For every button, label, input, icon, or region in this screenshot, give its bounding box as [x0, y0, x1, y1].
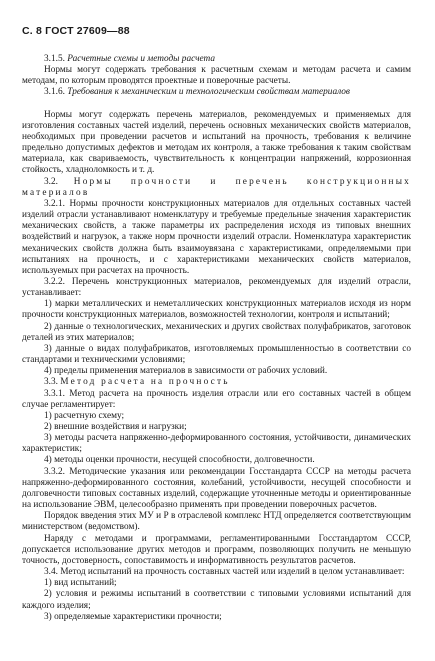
page-header: С. 8 ГОСТ 27609—88 — [22, 25, 130, 37]
paragraph — [22, 322, 411, 344]
paragraph-text: 3.1.6. — [44, 87, 68, 98]
paragraph-text: 3.2.1. Нормы прочности конструкционных материалов для отдельных составных частей изделий отрасли устанавливают номенклатуру и требуемые предельные значения характеристик механических свойств, а также параметры их распределения исходя из типовых внешних воздействий и нагрузок, а также норм прочности изделий отрасли. Номенклатура характеристик механических свойств должна быть взаимоувязана с характеристиками, определяемыми при испытаниях на прочность, и с характеристиками механических свойств материалов, используемых при расчетах на прочность. — [22, 198, 411, 276]
paragraph — [22, 299, 411, 321]
paragraph-text: Расчетные схемы и методы расчета — [67, 54, 216, 64]
paragraph-text: 1) вид испытаний; — [44, 578, 117, 589]
paragraph-text: 3.3. — [44, 377, 61, 388]
paragraph-text: 1) марки металлических и неметаллических конструкционных материалов исходя из норм прочности конструкционных материалов, возможностей технологии, контроля и испытаний; — [22, 299, 411, 321]
document-body — [22, 54, 411, 623]
paragraph — [22, 433, 411, 455]
paragraph — [22, 366, 411, 377]
paragraph-text: 3.3.2. Методические указания или рекомендации Госстандарта СССР на методы расчета напряженно-деформированного состояния, колебаний, устойчивости, несущей способности и долговечности типовых составных изделий, содержащие уточненные методы и ориентированные на использование ЭВМ, целесообразно применять при проведении поверочных расчетов. — [22, 466, 411, 511]
paragraph — [22, 389, 411, 411]
paragraph-text: 2) условия и режимы испытаний в соответствии с типовыми условиями испытаний для каждого изделия; — [22, 589, 411, 611]
paragraph-text: 3.2. — [44, 176, 74, 187]
paragraph — [22, 578, 411, 589]
paragraph — [22, 612, 411, 623]
paragraph-text: 3.2.2. Перечень конструкционных материалов, рекомендуемых для изделий отрасли, устанавливает: — [22, 276, 411, 299]
paragraph — [22, 455, 411, 466]
paragraph-text: 1) расчетную схему; — [44, 410, 125, 421]
paragraph-text: 3) данные о видах полуфабрикатов, изготовляемых промышленностью в соответствии со стандартами и техническими условиями; — [22, 343, 411, 366]
paragraph — [22, 344, 411, 366]
paragraph-text: 3) методы расчета напряженно-деформированного состояния, устойчивости, динамических характеристик; — [22, 433, 411, 455]
paragraph-text: Нормы прочности и перечень конструкционных материалов — [22, 176, 411, 198]
paragraph-text: 3.4. Метод испытаний на прочность составных частей или изделий в целом устанавливает: — [44, 567, 405, 578]
paragraph — [22, 65, 411, 87]
paragraph-text: 3.3.1. Метод расчета на прочность изделия отрасли или его составных частей в общем случае регламентирует: — [22, 388, 411, 410]
paragraph-text: Нормы могут содержать требования к расчетным схемам и методам расчета и самим методам, по которым проводятся проектные и поверочные расчеты. — [22, 65, 411, 87]
paragraph-text: Нормы могут содержать перечень материалов, рекомендуемых и применяемых для изготовления составных частей изделий, перечень основных механических свойств материалов, необходимых при проведении расчетов и испытаний на прочность, требования к величине предельно допустимых дефектов и методам их контроля, а также требования к таким свойствам материала, как свариваемость, чувствительность к концентрации напряжений, коррозионная стойкость, хладноломкость и т. д. — [22, 109, 411, 176]
paragraph — [22, 277, 411, 299]
paragraph — [22, 467, 411, 512]
paragraph — [22, 422, 411, 433]
paragraph — [22, 87, 411, 98]
paragraph-text: Порядок введения этих МУ и Р в отраслевой комплекс НТД определяется соответствующим министерством (ведомством). — [22, 511, 411, 533]
paragraph-gap — [22, 99, 411, 110]
paragraph — [22, 54, 411, 65]
paragraph-text: 4) методы оценки прочности, несущей способности, долговечности. — [44, 455, 315, 466]
paragraph-text: Метод расчета на прочность — [60, 377, 230, 388]
paragraph — [22, 511, 411, 533]
paragraph — [22, 199, 411, 277]
paragraph-text: 2) внешние воздействия и нагрузки; — [44, 422, 187, 432]
paragraph — [22, 589, 411, 611]
paragraph — [22, 411, 411, 422]
paragraph — [22, 177, 411, 199]
paragraph — [22, 110, 411, 177]
paragraph-text: 3) определяемые характеристики прочности; — [44, 611, 222, 622]
paragraph — [22, 567, 411, 578]
paragraph-text: 4) пределы применения материалов в зависимости от рабочих условий. — [44, 366, 328, 377]
paragraph — [22, 377, 411, 388]
paragraph-text: Требования к механическим и технологическим свойствам материалов — [67, 87, 350, 98]
paragraph-text: 2) данные о технологических, механических и других свойствах полуфабрикатов, заготовок деталей из этих материалов; — [22, 321, 411, 343]
paragraph — [22, 534, 411, 567]
paragraph-text: 3.1.5. — [44, 54, 68, 64]
paragraph-text: Наряду с методами и программами, регламентированными Госстандартом СССР, допускается использование других методов и программ, позволяющих получить не меньшую точность, достоверность, сопоставимость и информативность результатов расчетов. — [22, 533, 411, 566]
